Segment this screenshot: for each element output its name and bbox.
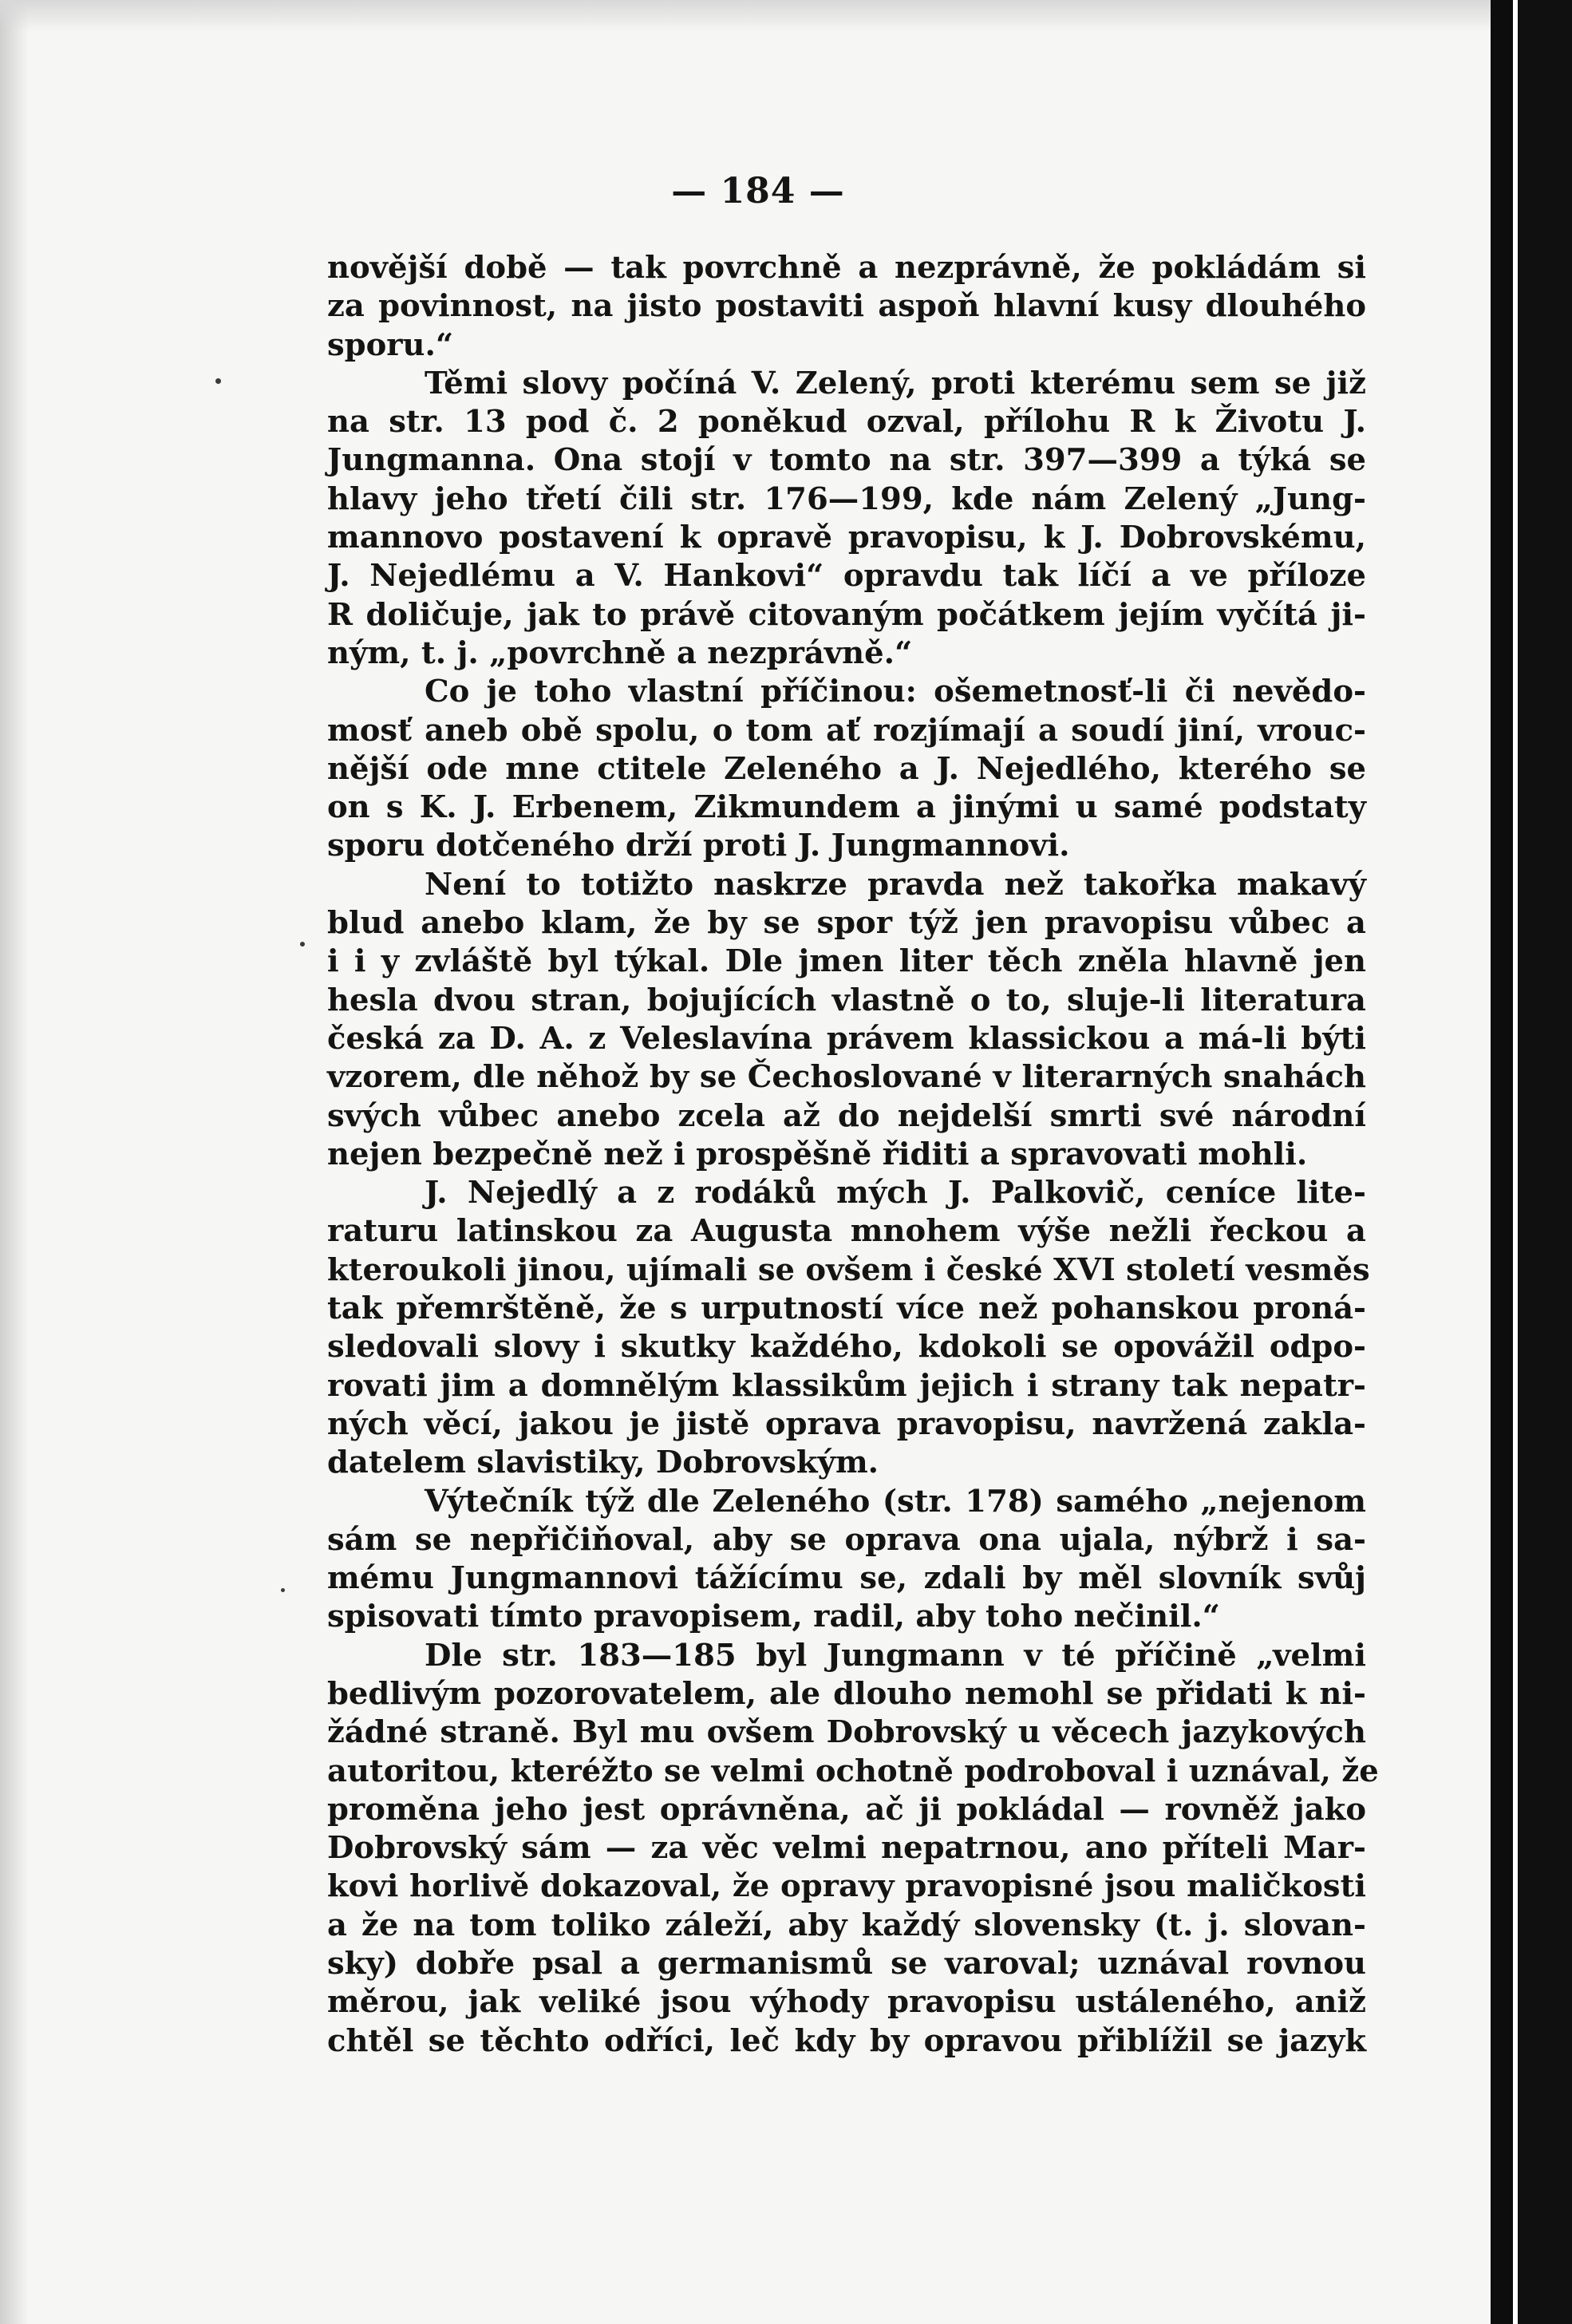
- text-line: ným, t. j. „povrchně a nezprávně.“: [327, 634, 913, 671]
- text-line: datelem slavistiky, Dobrovským.: [327, 1445, 879, 1481]
- text-line: hlavy jeho třetí čili str. 176—199, kde nám Zelený „Jung-: [327, 480, 1366, 517]
- text-line: kovi horlivě dokazoval, že opravy pravopisné jsou maličkosti: [327, 1868, 1366, 1905]
- text-line: autoritou, kteréžto se velmi ochotně podroboval i uznával, že: [327, 1753, 1379, 1789]
- scan-speck: [281, 1588, 285, 1592]
- text-line: Těmi slovy počíná V. Zelený, proti kterému sem se již: [425, 365, 1366, 401]
- page-number: — 184 —: [671, 171, 845, 211]
- text-line: mému Jungmannovi tážícímu se, zdali by měl slovník svůj: [327, 1560, 1366, 1597]
- text-line: tak přemrštěně, že s urputností více než pohanskou proná-: [327, 1290, 1366, 1327]
- text-line: Co je toho vlastní příčinou: ošemetnosť-li či nevědo-: [425, 674, 1366, 710]
- text-line: žádné straně. Byl mu ovšem Dobrovský u věcech jazykových: [327, 1714, 1366, 1751]
- text-line: a že na tom toliko záleží, aby každý slovensky (t. j. slovan-: [327, 1907, 1366, 1943]
- scan-right-border: [1491, 0, 1513, 2324]
- text-line: proměna jeho jest oprávněna, ač ji pokládal — rovněž jako: [327, 1791, 1366, 1828]
- page-top-shadow: [0, 0, 1500, 32]
- text-line: měrou, jak veliké jsou výhody pravopisu ustáleného, aniž: [327, 1984, 1366, 2021]
- text-line: Dobrovský sám — za věc velmi nepatrnou, ano příteli Mar-: [327, 1830, 1366, 1867]
- scan-speck: [300, 942, 305, 947]
- text-line: mosť aneb obě spolu, o tom ať rozjímají a soudí jiní, vrouc-: [327, 712, 1366, 749]
- text-line: vzorem, dle něhož by se Čechoslované v literarných snahách: [327, 1059, 1366, 1096]
- text-line: sporu dotčeného drží proti J. Jungmannovi.: [327, 828, 1070, 864]
- text-line: bedlivým pozorovatelem, ale dlouho nemohl se přidati k ni-: [327, 1675, 1366, 1712]
- text-line: rovati jim a domnělým klassikům jejich i strany tak nepatr-: [327, 1367, 1366, 1404]
- text-line: J. Nejedlý a z rodáků mých J. Palkovič, ceníce lite-: [425, 1175, 1366, 1211]
- text-line: novější době — tak povrchně a nezprávně, že pokládám si: [327, 250, 1366, 286]
- text-line: Výtečník týž dle Zeleného (str. 178) samého „nejenom: [425, 1483, 1366, 1520]
- text-line: nejen bezpečně než i prospěšně řiditi a spravovati mohli.: [327, 1136, 1308, 1172]
- text-line: sledovali slovy i skutky každého, kdokoli se opovážil odpo-: [327, 1329, 1366, 1366]
- text-line: Dle str. 183—185 byl Jungmann v té příčině „velmi: [425, 1637, 1366, 1674]
- text-line: česká za D. A. z Veleslavína právem klassickou a má-li býti: [327, 1020, 1366, 1057]
- text-line: spisovati tímto pravopisem, radil, aby toho nečinil.“: [327, 1599, 1220, 1635]
- text-line: za povinnost, na jisto postaviti aspoň hlavní kusy dlouhého: [327, 288, 1366, 325]
- scan-outer-margin: [1518, 0, 1572, 2324]
- text-line: chtěl se těchto odříci, leč kdy by opravou přiblížil se jazyk: [327, 2022, 1366, 2059]
- page-left-shadow: [0, 0, 29, 2324]
- text-line: sám se nepřičiňoval, aby se oprava ona ujala, nýbrž i sa-: [327, 1521, 1366, 1558]
- text-line: blud anebo klam, že by se spor týž jen pravopisu vůbec a: [327, 905, 1366, 942]
- text-line: ných věcí, jakou je jistě oprava pravopisu, navržená zakla-: [327, 1405, 1366, 1442]
- text-line: R doličuje, jak to právě citovaným počátkem jejím vyčítá ji-: [327, 596, 1366, 633]
- text-line: sporu.“: [327, 326, 454, 363]
- text-line: sky) dobře psal a germanismů se varoval; uznával rovnou: [327, 1946, 1366, 1982]
- text-line: kteroukoli jinou, ujímali se ovšem i české XVI století vesměs: [327, 1251, 1370, 1288]
- text-line: Jungmanna. Ona stojí v tomto na str. 397—399 a týká se: [327, 442, 1366, 479]
- body-text: [327, 249, 1379, 2061]
- text-line: na str. 13 pod č. 2 poněkud ozval, přílohu R k Životu J.: [327, 404, 1366, 441]
- text-line: on s K. J. Erbenem, Zikmundem a jinými u samé podstaty: [327, 789, 1366, 826]
- text-line: mannovo postavení k opravě pravopisu, k J. Dobrovskému,: [327, 520, 1366, 556]
- text-line: raturu latinskou za Augusta mnohem výše nežli řeckou a: [327, 1213, 1366, 1250]
- text-line: hesla dvou stran, bojujících vlastně o to, sluje-li literatura: [327, 982, 1366, 1018]
- text-line: i i y zvláště byl týkal. Dle jmen liter těch zněla hlavně jen: [327, 943, 1366, 980]
- text-line: Není to totižto naskrze pravda než takořka makavý: [425, 866, 1366, 903]
- text-line: nější ode mne ctitele Zeleného a J. Nejedlého, kterého se: [327, 750, 1366, 787]
- scan-speck: [215, 378, 221, 384]
- text-line: J. Nejedlému a V. Hankovi“ opravdu tak líčí a ve příloze: [327, 558, 1366, 595]
- text-line: svých vůbec anebo zcela až do nejdelší smrti své národní: [327, 1097, 1366, 1134]
